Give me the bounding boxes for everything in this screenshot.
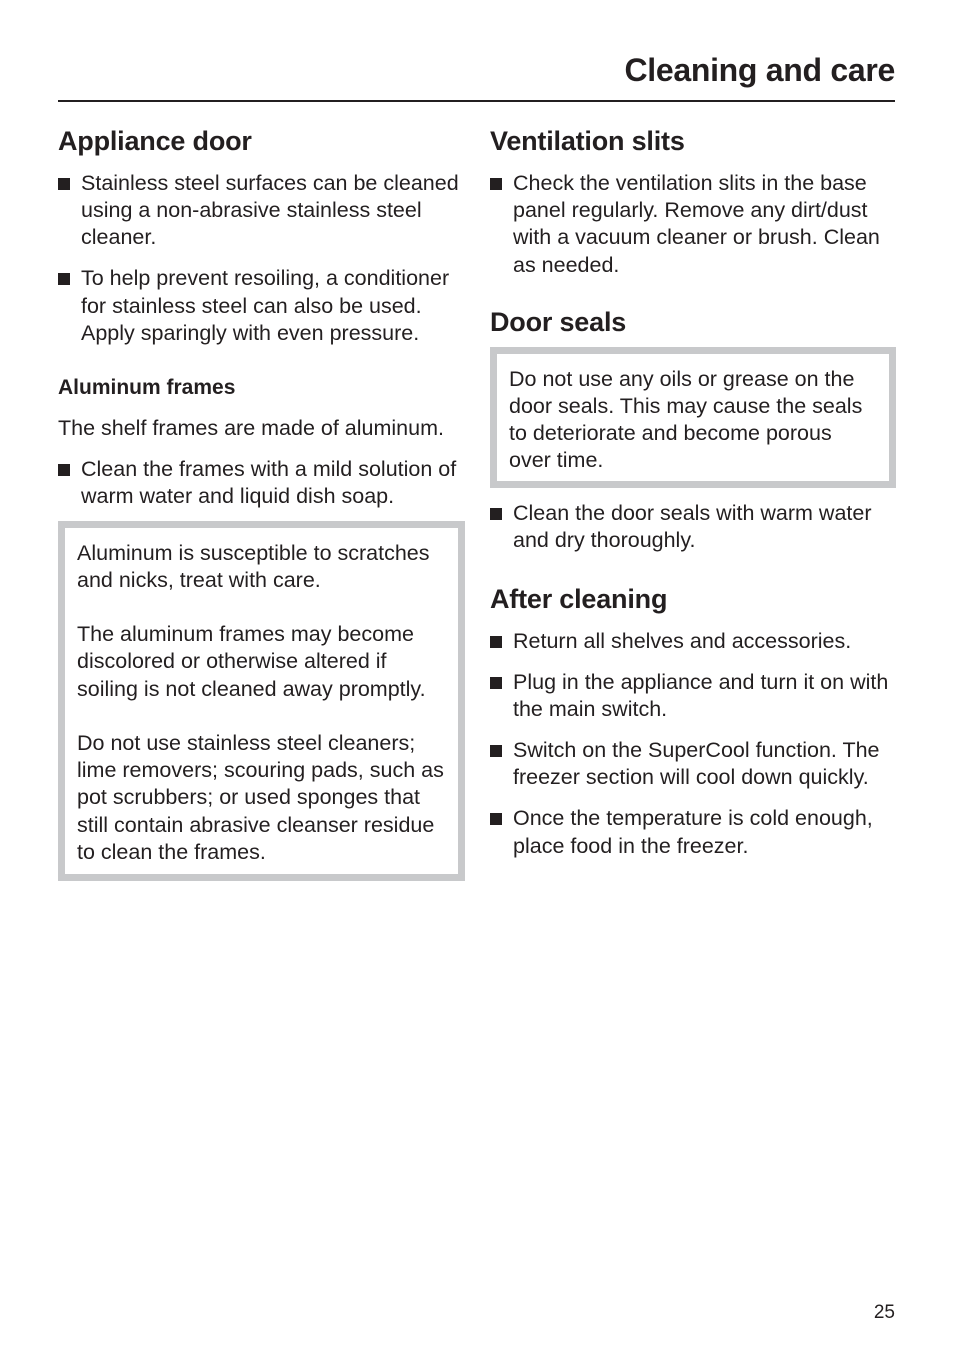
aluminum-warning-box xyxy=(58,521,465,881)
list-item-text: Return all shelves and accessories. xyxy=(513,629,852,654)
bullet-square-icon xyxy=(490,677,502,689)
list-item-text: Switch on the SuperCool function. The freezer section will cool down quickly. xyxy=(513,738,880,790)
bullet-square-icon xyxy=(490,636,502,648)
warning-paragraph: Do not use stainless steel cleaners; lime removers; scouring pads, such as pot scrubbers; or used sponges that still contain abrasive cleanser residue to clean the frames. xyxy=(77,731,444,864)
section-heading-after-cleaning: After cleaning xyxy=(490,584,668,615)
page-header-title: Cleaning and care xyxy=(624,52,895,88)
list-item xyxy=(490,669,896,723)
bullet-square-icon xyxy=(490,178,502,190)
list-item xyxy=(490,500,896,554)
section-heading-appliance-door: Appliance door xyxy=(58,126,252,156)
bullet-square-icon xyxy=(490,813,502,825)
subheading-aluminum-frames: Aluminum frames xyxy=(58,376,236,400)
warning-paragraph: The aluminum frames may become discolored or otherwise altered if soiling is not cleaned away promptly. xyxy=(77,622,426,701)
appliance-door-list xyxy=(58,170,465,347)
after-cleaning-list xyxy=(490,628,896,860)
list-item xyxy=(490,805,896,859)
page-number: 25 xyxy=(873,1302,895,1323)
door-seals-warning-box xyxy=(490,347,896,488)
list-item-text: Clean the door seals with warm water and dry thoroughly. xyxy=(513,500,872,552)
list-item xyxy=(58,456,465,510)
door-seals-list xyxy=(490,500,896,554)
bullet-square-icon xyxy=(58,464,70,476)
list-item-text: Stainless steel surfaces can be cleaned using a non-abrasive stainless steel cleaner. xyxy=(81,171,459,250)
list-item xyxy=(58,170,465,252)
aluminum-frames-list xyxy=(58,456,465,510)
bullet-square-icon xyxy=(490,745,502,757)
warning-paragraph: Aluminum is susceptible to scratches and nicks, treat with care. xyxy=(77,540,430,592)
list-item-text: To help prevent resoiling, a conditioner for stainless steel can also be used. Apply sparingly with even pressure. xyxy=(81,266,450,345)
header-rule xyxy=(58,100,895,102)
left-column xyxy=(58,122,465,881)
section-heading-ventilation-slits: Ventilation slits xyxy=(490,126,685,156)
section-heading-door-seals: Door seals xyxy=(490,306,627,337)
list-item-text: Clean the frames with a mild solution of warm water and liquid dish soap. xyxy=(81,457,457,509)
list-item-text: Once the temperature is cold enough, place food in the freezer. xyxy=(513,806,873,858)
list-item-text: Plug in the appliance and turn it on with the main switch. xyxy=(513,670,889,722)
list-item-text: Check the ventilation slits in the base panel regularly. Remove any dirt/dust with a vacuum cleaner or brush. Clean as needed. xyxy=(513,171,880,277)
list-item xyxy=(490,628,896,655)
bullet-square-icon xyxy=(58,178,70,190)
list-item xyxy=(58,265,465,347)
bullet-square-icon xyxy=(490,508,502,520)
aluminum-frames-intro: The shelf frames are made of aluminum. xyxy=(58,416,444,441)
right-column xyxy=(490,122,896,860)
warning-paragraph: Do not use any oils or grease on the door seals. This may cause the seals to deteriorate and become porous over time. xyxy=(509,366,863,473)
list-item xyxy=(490,737,896,791)
list-item xyxy=(490,170,896,279)
bullet-square-icon xyxy=(58,273,70,285)
ventilation-slits-list xyxy=(490,170,896,279)
